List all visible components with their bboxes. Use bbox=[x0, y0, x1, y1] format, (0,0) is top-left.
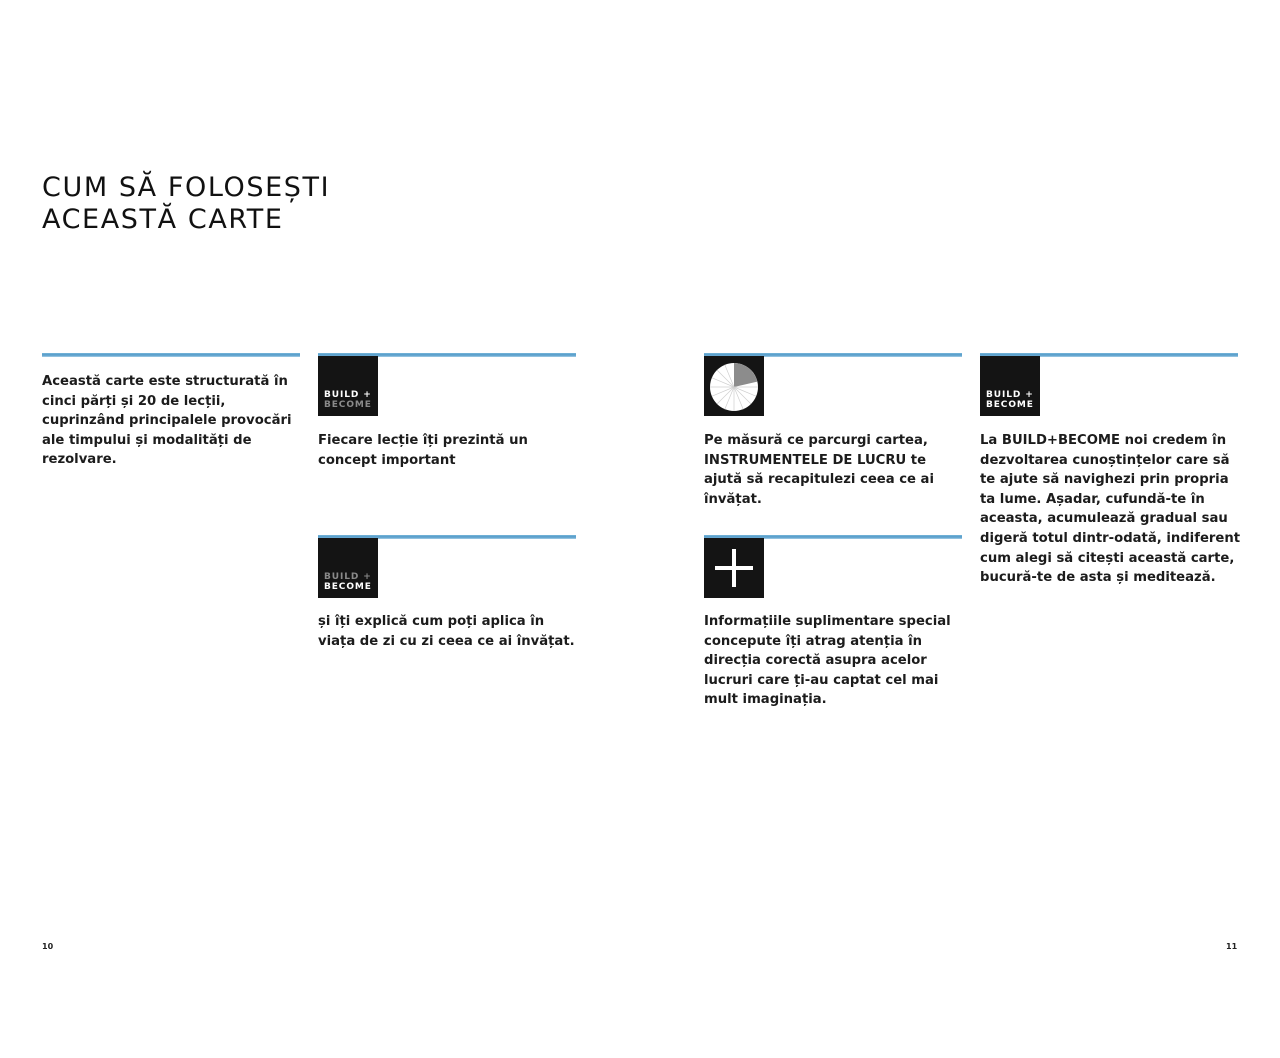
build-become-logo-icon bbox=[318, 356, 378, 416]
pie-chart-graphic bbox=[704, 356, 764, 416]
page-number-right: 11 bbox=[1226, 942, 1238, 951]
page-number-left: 10 bbox=[42, 942, 54, 951]
page-title-line-2: ACEASTĂ CARTE bbox=[42, 204, 284, 235]
badge-word-become: BECOME bbox=[324, 400, 372, 410]
page-title-line-1: CUM SĂ FOLOSEȘTI bbox=[42, 172, 331, 203]
build-become-logo-icon bbox=[980, 356, 1040, 416]
page-title bbox=[42, 172, 330, 236]
philosophy-text: La BUILD+BECOME noi credem în dezvoltarea cunoștințelor care să te ajute să navighezi prin propria ta lume. Așadar, cufundă-te în aceasta, acumulează gradual sau digeră totul dintr-odată, indiferent cum alegi să citești această carte, bucură-te de asta și meditează. bbox=[980, 433, 1241, 586]
tools-text: Pe măsură ce parcurgi cartea, INSTRUMENTELE DE LUCRU te ajută să recapitulezi ceea ce ai învățat. bbox=[704, 433, 934, 507]
application-text: și îți explică cum poți aplica în viața de zi cu zi ceea ce ai învățat. bbox=[318, 614, 575, 649]
intro-divider bbox=[42, 353, 300, 357]
badge-word-build: BUILD + bbox=[324, 572, 372, 582]
concept-text: Fiecare lecție îți prezintă un concept important bbox=[318, 433, 528, 468]
badge-word-build: BUILD + bbox=[324, 390, 372, 400]
build-become-logo-icon bbox=[318, 538, 378, 598]
intro-text: Această carte este structurată în cinci părți și 20 de lecții, cuprinzând principalele provocări ale timpului și modalități de rezolvare. bbox=[42, 374, 292, 468]
extra-text: Informațiile suplimentare special concepute îți atrag atenția în direcția corectă asupra acelor lucruri care ți-au captat cel mai mult imaginația. bbox=[704, 614, 951, 708]
plus-icon bbox=[704, 538, 764, 598]
plus-graphic bbox=[704, 538, 764, 598]
pie-chart-icon bbox=[704, 356, 764, 416]
badge-word-become: BECOME bbox=[324, 582, 372, 592]
badge-word-build: BUILD + bbox=[986, 390, 1034, 400]
badge-word-become: BECOME bbox=[986, 400, 1034, 410]
